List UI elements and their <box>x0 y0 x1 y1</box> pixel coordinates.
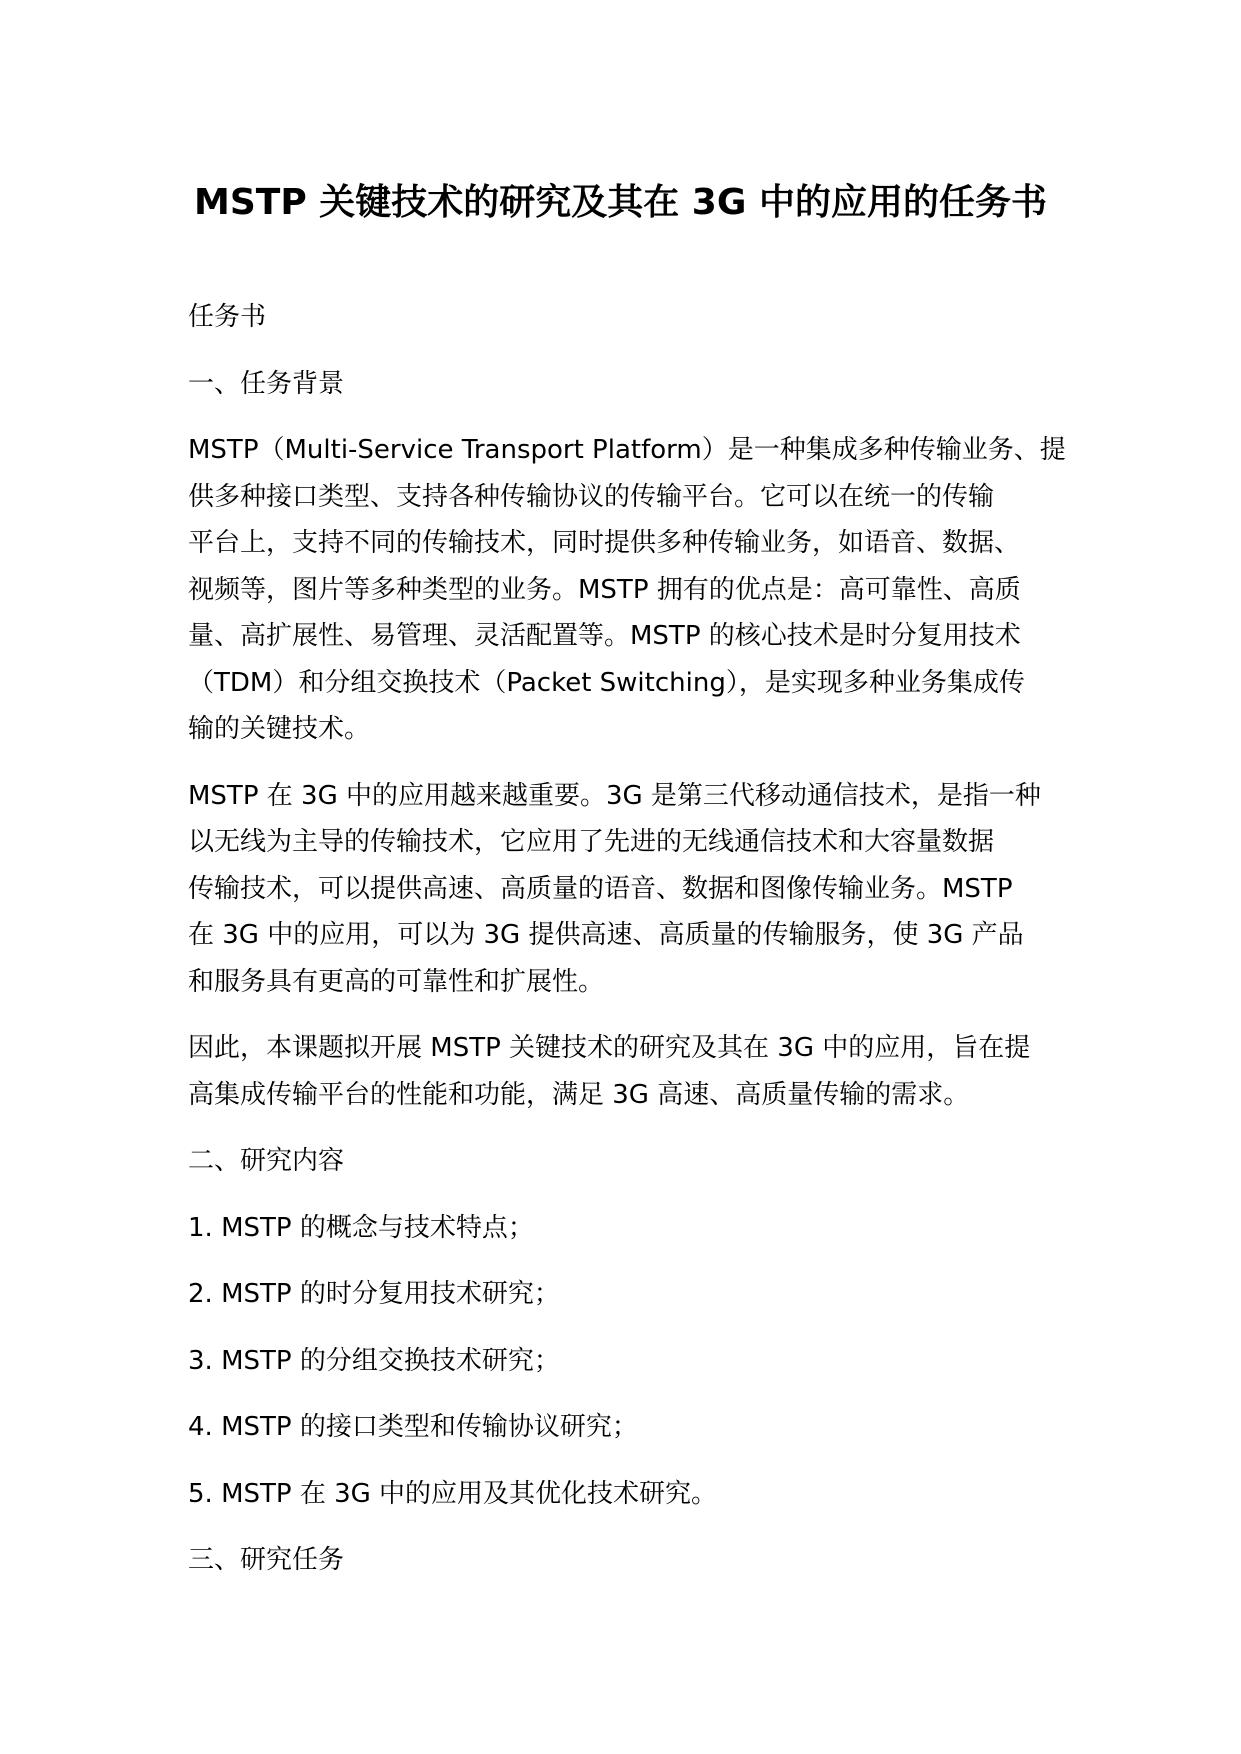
list-item: 2. MSTP 的时分复用技术研究； <box>188 1279 560 1309</box>
document-label: 任务书 <box>188 302 267 332</box>
list-item: 5. MSTP 在 3G 中的应用及其优化技术研究。 <box>188 1478 718 1509</box>
background-paragraph-2 <box>188 773 1068 1006</box>
paragraph-line: 视频等，图片等多种类型的业务。MSTP 拥有的优点是：高可靠性、高质 <box>188 574 1021 605</box>
section-heading-research-content: 二、研究内容 <box>188 1146 345 1176</box>
paragraph-line: 以无线为主导的传输技术，它应用了先进的无线通信技术和大容量数据 <box>188 827 995 857</box>
section-heading-research-tasks: 三、研究任务 <box>188 1545 345 1575</box>
paragraph-line: 平台上，支持不同的传输技术，同时提供多种传输业务，如语音、数据、 <box>188 528 1021 558</box>
paragraph-line: 供多种接口类型、支持各种传输协议的传输平台。它可以在统一的传输 <box>188 481 995 512</box>
list-item: 4. MSTP 的接口类型和传输协议研究； <box>188 1412 638 1442</box>
paragraph-line: （TDM）和分组交换技术（Packet Switching），是实现多种业务集成传 <box>188 667 1025 698</box>
paragraph-line: MSTP 在 3G 中的应用越来越重要。3G 是第三代移动通信技术，是指一种 <box>188 780 1041 811</box>
background-paragraph-1 <box>188 427 1068 753</box>
paragraph-line: 量、高扩展性、易管理、灵活配置等。MSTP 的核心技术是时分复用技术 <box>188 621 1021 651</box>
paragraph-line: 高集成传输平台的性能和功能，满足 3G 高速、高质量传输的需求。 <box>188 1079 970 1110</box>
section-heading-background: 一、任务背景 <box>188 368 345 399</box>
paragraph-line: 输的关键技术。 <box>188 714 371 744</box>
paragraph-line: 和服务具有更高的可靠性和扩展性。 <box>188 966 605 997</box>
list-item: 3. MSTP 的分组交换技术研究； <box>188 1345 560 1376</box>
paragraph-line: 在 3G 中的应用，可以为 3G 提供高速、高质量的传输服务，使 3G 产品 <box>188 920 1024 950</box>
background-paragraph-3 <box>188 1025 1068 1118</box>
document-body <box>188 294 1068 1604</box>
document-title: MSTP 关键技术的研究及其在 3G 中的应用的任务书 <box>194 182 1047 223</box>
list-item: 1. MSTP 的概念与技术特点； <box>188 1212 534 1243</box>
paragraph-line: MSTP（Multi-Service Transport Platform）是一种集成多种传输业务、提 <box>188 435 1066 465</box>
paragraph-line: 因此，本课题拟开展 MSTP 关键技术的研究及其在 3G 中的应用，旨在提 <box>188 1033 1031 1063</box>
paragraph-line: 传输技术，可以提供高速、高质量的语音、数据和图像传输业务。MSTP <box>188 873 1013 904</box>
